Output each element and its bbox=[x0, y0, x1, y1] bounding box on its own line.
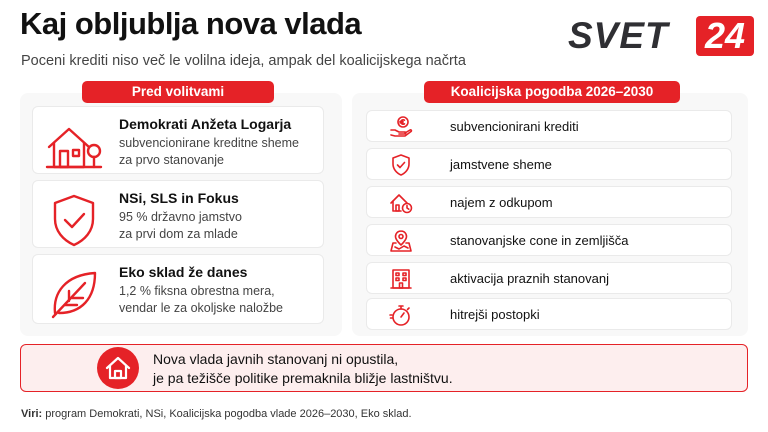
card-text-line: subvencionirane kreditne sheme bbox=[119, 136, 299, 150]
card-text bbox=[119, 135, 299, 169]
sources-text: program Demokrati, NSi, Koalicijska pogodba vlade 2026–2030, Eko sklad. bbox=[42, 408, 412, 420]
house-tree-icon bbox=[45, 117, 103, 175]
list-item-label: stanovanjske cone in zemljišča bbox=[450, 233, 629, 248]
list-item bbox=[366, 224, 732, 256]
card-demokrati bbox=[32, 106, 324, 174]
card-title: NSi, SLS in Fokus bbox=[119, 190, 239, 206]
summary-text-line: Nova vlada javnih stanovanj ni opustila, bbox=[153, 351, 399, 367]
summary-callout bbox=[20, 344, 748, 392]
list-item-label: najem z odkupom bbox=[450, 195, 553, 210]
page-subtitle: Poceni krediti niso več le volilna ideja, ampak del koalicijskega načrta bbox=[21, 53, 466, 69]
map-pin-icon bbox=[389, 229, 413, 253]
sources-label: Viri: bbox=[21, 408, 43, 420]
list-item bbox=[366, 110, 732, 142]
card-text-line: za prvi dom za mlade bbox=[119, 227, 238, 241]
house-icon bbox=[97, 347, 139, 389]
card-text-line: za prvo stanovanje bbox=[119, 153, 224, 167]
list-item-label: aktivacija praznih stanovanj bbox=[450, 271, 609, 286]
house-icon-badge bbox=[97, 347, 139, 389]
card-text bbox=[119, 209, 242, 243]
euro-hand-icon bbox=[389, 115, 413, 139]
left-panel-heading: Pred volitvami bbox=[82, 81, 274, 103]
card-text bbox=[119, 283, 283, 317]
list-item-label: subvencionirani krediti bbox=[450, 119, 579, 134]
list-item bbox=[366, 298, 732, 330]
building-icon bbox=[389, 267, 413, 291]
summary-text-line: je pa težišče politike premaknila bližje lastništvu. bbox=[153, 370, 453, 386]
card-text-line: 95 % državno jamstvo bbox=[119, 210, 242, 224]
sources-note bbox=[21, 408, 412, 420]
logo-text-24: 24 bbox=[696, 16, 754, 56]
summary-text bbox=[153, 350, 453, 388]
list-item bbox=[366, 262, 732, 294]
right-panel-heading: Koalicijska pogodba 2026–2030 bbox=[424, 81, 680, 103]
list-item bbox=[366, 186, 732, 218]
card-text-line: 1,2 % fiksna obrestna mera, bbox=[119, 284, 275, 298]
card-eko-sklad bbox=[32, 254, 324, 324]
card-nsi-sls-fokus bbox=[32, 180, 324, 248]
svet24-logo bbox=[568, 16, 756, 56]
page-title: Kaj obljublja nova vlada bbox=[20, 6, 362, 41]
shield-check-icon bbox=[45, 191, 103, 249]
house-clock-icon bbox=[389, 191, 413, 215]
list-item bbox=[366, 148, 732, 180]
leaf-icon bbox=[45, 265, 103, 323]
logo-text-svet: SVET bbox=[568, 15, 669, 56]
list-item-label: jamstvene sheme bbox=[450, 157, 552, 172]
card-title: Demokrati Anžeta Logarja bbox=[119, 116, 292, 132]
card-title: Eko sklad že danes bbox=[119, 264, 248, 280]
shield-check-icon bbox=[389, 153, 413, 177]
stopwatch-icon bbox=[389, 303, 413, 327]
list-item-label: hitrejši postopki bbox=[450, 307, 540, 322]
card-text-line: vendar le za okoljske naložbe bbox=[119, 301, 283, 315]
